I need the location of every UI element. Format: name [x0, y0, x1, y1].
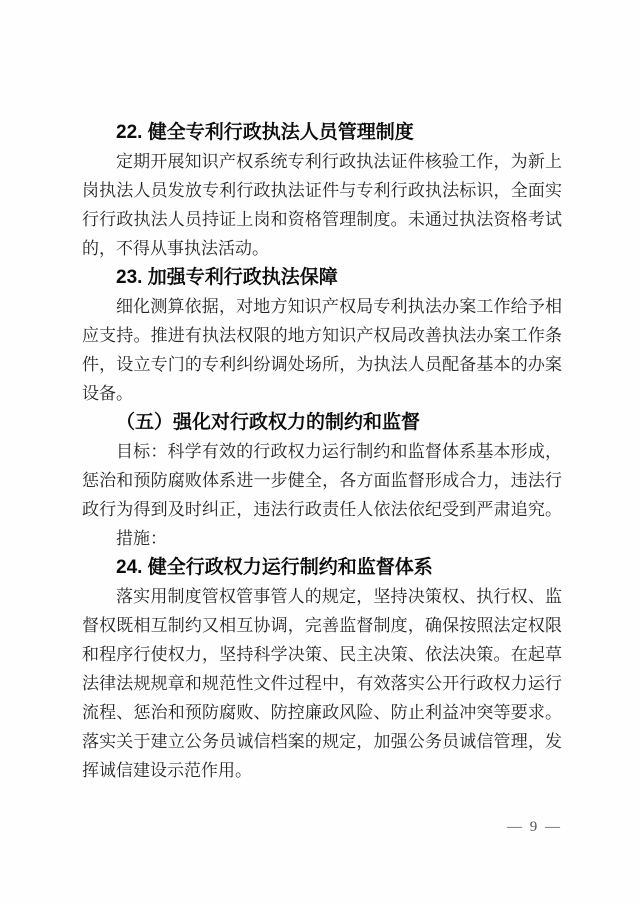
section-heading: 22. 健全专利行政执法人员管理制度	[116, 122, 414, 143]
section-heading: （五）强化对行政权力的制约和监督	[116, 412, 421, 433]
document-body	[82, 118, 562, 785]
paragraph-line: 件，设立专门的专利纠纷调处场所，为执法人员配备基本的办案	[82, 355, 562, 374]
paragraph-line: 应支持。推进有执法权限的地方知识产权局改善执法办案工作条	[82, 326, 562, 345]
paragraph-line: 措施：	[116, 529, 167, 548]
paragraph-line: 挥诚信建设示范作用。	[82, 761, 252, 780]
paragraph-line: 落实用制度管权管事管人的规定，坚持决策权、执行权、监	[116, 587, 562, 606]
section-heading: 23. 加强专利行政执法保障	[116, 267, 338, 288]
paragraph-line: 行行政执法人员持证上岗和资格管理制度。未通过执法资格考试	[82, 210, 562, 229]
paragraph-line: 和程序行使权力，坚持科学决策、民主决策、依法决策。在起草	[82, 645, 562, 664]
paragraph-line: 岗执法人员发放专利行政执法证件与专利行政执法标识，全面实	[82, 181, 562, 200]
paragraph-line: 落实关于建立公务员诚信档案的规定，加强公务员诚信管理，发	[82, 732, 562, 751]
paragraph-line: 流程、惩治和预防腐败、防控廉政风险、防止利益冲突等要求。	[82, 703, 562, 722]
paragraph-line: 法律法规规章和规范性文件过程中，有效落实公开行政权力运行	[82, 674, 562, 693]
paragraph-line: 设备。	[82, 384, 133, 403]
paragraph-line: 政行为得到及时纠正，违法行政责任人依法依纪受到严肃追究。	[82, 500, 562, 519]
paragraph-line: 目标：科学有效的行政权力运行制约和监督体系基本形成，	[116, 442, 562, 461]
paragraph-line: 定期开展知识产权系统专利行政执法证件核验工作，为新上	[116, 152, 562, 171]
paragraph-line: 细化测算依据，对地方知识产权局专利执法办案工作给予相	[116, 297, 562, 316]
section-heading: 24. 健全行政权力运行制约和监督体系	[116, 557, 433, 578]
paragraph-line: 惩治和预防腐败体系进一步健全，各方面监督形成合力，违法行	[82, 471, 562, 490]
page-number: — 9 —	[507, 819, 562, 835]
paragraph-line: 的，不得从事执法活动。	[82, 239, 269, 258]
paragraph-line: 督权既相互制约又相互协调，完善监督制度，确保按照法定权限	[82, 616, 562, 635]
